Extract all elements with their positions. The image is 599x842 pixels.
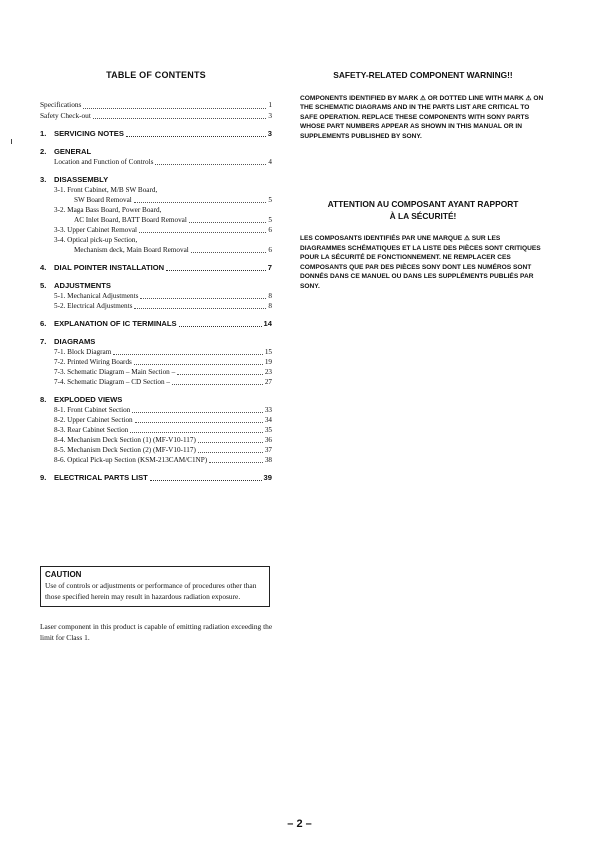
warning-title [300, 199, 546, 222]
toc-section-page: 7 [267, 263, 272, 272]
toc-entry-title: 5-1. Mechanical Adjustments [54, 292, 139, 300]
toc-section-page: 14 [263, 319, 272, 328]
toc-entry-title: Mechanism deck, Main Board Removal [74, 246, 189, 254]
warning-title-line2: À LA SÉCURITÉ! [389, 210, 457, 221]
dot-leader [140, 298, 266, 299]
toc-section-heading [40, 174, 272, 185]
toc-entry [54, 367, 272, 377]
toc-entry-title: 7-1. Block Diagram [54, 348, 112, 356]
toc-entry [54, 235, 272, 245]
toc-entry-page: 15 [264, 348, 272, 356]
toc-section-title: ADJUSTMENTS [54, 281, 111, 290]
dot-leader [134, 364, 263, 365]
toc-section-number: 6. [40, 319, 47, 328]
toc-entry-title: 7-4. Schematic Diagram – CD Section – [54, 378, 170, 386]
caution-text: Use of controls or adjustments or performance of procedures other than those specified herein may result in hazardous radiation exposure. [45, 581, 257, 601]
toc-section [40, 174, 272, 255]
toc-entry [54, 405, 272, 415]
toc-entry-title: 3-1. Front Cabinet, M/B SW Board, [54, 186, 158, 194]
toc-section-title: EXPLANATION OF IC TERMINALS [54, 319, 177, 328]
toc-entry-title: SW Board Removal [74, 196, 132, 204]
dot-leader [172, 384, 263, 385]
laser-note: Laser component in this product is capable of emitting radiation exceeding the limit for Class 1. [40, 622, 273, 642]
toc-entry-title: 8-4. Mechanism Deck Section (1) (MF-V10-117) [54, 436, 196, 444]
toc-entry [54, 195, 272, 205]
toc-entry [40, 111, 272, 122]
toc-entry-page: 8 [268, 292, 272, 300]
safety-warning-french [300, 199, 546, 292]
toc-entry [54, 347, 272, 357]
safety-warning-english [300, 70, 546, 141]
toc-section-title: SERVICING NOTES [54, 129, 124, 138]
toc-subsection-list [40, 405, 272, 465]
toc-section [40, 472, 272, 483]
toc-section [40, 336, 272, 387]
dot-leader [177, 374, 263, 375]
toc-entry-title: AC Inlet Board, BATT Board Removal [74, 216, 187, 224]
toc-section [40, 146, 272, 167]
warning-text: LES COMPOSANTS IDENTIFIÉS PAR UNE MARQUE ⚠ SUR LES DIAGRAMMES SCHÉMATIQUES ET LA LISTE DES PIÈCES SONT CRITIQUES POUR LA SÉCURITÉ DE FONCTIONNEMENT. NE REMPLACER CES COMPOSANTS QUE PAR DES PIÈCES SONY DONT LES NUMÉROS SONT DONNÉS DANS CE MANUEL OU DANS LES SUPPLÉMENTS PUBLIÉS PAR SONY. [300, 235, 541, 290]
toc-section [40, 280, 272, 311]
dot-leader [189, 222, 267, 223]
toc-entry-page: 5 [268, 196, 272, 204]
toc-section-title: ELECTRICAL PARTS LIST [54, 473, 148, 482]
toc-subsection-list [40, 347, 272, 387]
toc-entry-title: 3-2. Maga Bass Board, Power Board, [54, 206, 162, 214]
toc-title: TABLE OF CONTENTS [106, 70, 206, 80]
dot-leader [134, 202, 267, 203]
dot-leader [126, 136, 266, 137]
toc-section-number: 1. [40, 129, 47, 138]
toc-entry [54, 185, 272, 195]
toc-entry-page: 27 [264, 378, 272, 386]
toc-section-heading [40, 280, 272, 291]
toc-entry-page: 35 [264, 426, 272, 434]
toc-entry-title: 7-2. Printed Wiring Boards [54, 358, 132, 366]
table-of-contents [40, 70, 272, 483]
toc-sections [40, 128, 272, 483]
toc-entry-title: 5-2. Electrical Adjustments [54, 302, 133, 310]
toc-section-heading [40, 394, 272, 405]
toc-section-number: 7. [40, 337, 47, 346]
toc-entry [54, 205, 272, 215]
toc-section [40, 318, 272, 329]
dot-leader [132, 412, 263, 413]
toc-section [40, 262, 272, 273]
toc-entry-page: 33 [264, 406, 272, 414]
dot-leader [134, 308, 266, 309]
toc-section [40, 394, 272, 465]
toc-entry-page: 4 [268, 158, 272, 166]
toc-entry-page: 6 [268, 226, 272, 234]
toc-entry [54, 245, 272, 255]
toc-subsection-list [40, 185, 272, 255]
toc-preliminary [40, 100, 272, 121]
toc-entry-page: 37 [264, 446, 272, 454]
dot-leader [198, 442, 263, 443]
toc-entry-title: 8-2. Upper Cabinet Section [54, 416, 133, 424]
toc-entry-page: 5 [268, 216, 272, 224]
toc-section-number: 8. [40, 395, 47, 404]
toc-entry [54, 291, 272, 301]
toc-section-number: 5. [40, 281, 47, 290]
toc-entry [54, 225, 272, 235]
toc-entry [54, 425, 272, 435]
toc-section-heading [40, 262, 272, 273]
toc-entry [54, 157, 272, 167]
toc-entry-page: 36 [264, 436, 272, 444]
toc-section-heading [40, 318, 272, 329]
toc-entry-title: 8-1. Front Cabinet Section [54, 406, 131, 414]
toc-entry-title: 3-4. Optical pick-up Section, [54, 236, 138, 244]
toc-entry-title: Specifications [40, 100, 82, 109]
dot-leader [93, 118, 266, 119]
toc-section [40, 128, 272, 139]
margin-mark [11, 139, 12, 144]
warning-text: COMPONENTS IDENTIFIED BY MARK ⚠ OR DOTTED LINE WITH MARK ⚠ ON THE SCHEMATIC DIAGRAMS AND IN THE PARTS LIST ARE CRITICAL TO SAFE OPERATION. REPLACE THESE COMPONENTS WITH SONY PARTS WHOSE PART NUMBERS APPEAR AS SHOWN IN THIS MANUAL OR IN SUPPLEMENTS PUBLISHED BY SONY. [300, 94, 544, 140]
toc-section-page: 3 [267, 129, 272, 138]
toc-entry-page: 1 [268, 100, 272, 109]
dot-leader [179, 326, 262, 327]
dot-leader [139, 232, 266, 233]
dot-leader [150, 480, 262, 481]
toc-entry-page: 3 [268, 110, 272, 120]
toc-entry-title: 8-6. Optical Pick-up Section (KSM-213CAM/C1NP) [54, 456, 208, 464]
toc-section-heading [40, 146, 272, 157]
toc-entry-page: 23 [264, 368, 272, 376]
toc-entry-page: 6 [268, 246, 272, 254]
toc-entry [54, 455, 272, 465]
caution-title: CAUTION [45, 570, 82, 579]
toc-subsection-list [40, 157, 272, 167]
toc-section-heading [40, 336, 272, 347]
toc-entry [54, 301, 272, 311]
toc-section-number: 2. [40, 147, 47, 156]
toc-section-title: GENERAL [54, 147, 92, 156]
toc-section-title: DISASSEMBLY [54, 175, 109, 184]
dot-leader [113, 354, 263, 355]
toc-section-title: EXPLODED VIEWS [54, 395, 123, 404]
dot-leader [130, 432, 263, 433]
toc-section-number: 4. [40, 263, 47, 272]
caution-box [40, 566, 270, 607]
toc-entry [54, 445, 272, 455]
dot-leader [166, 270, 266, 271]
toc-section-title: DIAGRAMS [54, 337, 96, 346]
toc-entry-title: 7-3. Schematic Diagram – Main Section – [54, 368, 176, 376]
toc-entry-title: 3-3. Upper Cabinet Removal [54, 226, 138, 234]
toc-section-title: DIAL POINTER INSTALLATION [54, 263, 165, 272]
toc-entry-page: 8 [268, 302, 272, 310]
toc-entry [54, 357, 272, 367]
toc-entry [54, 377, 272, 387]
toc-entry-title: 8-5. Mechanism Deck Section (2) (MF-V10-117) [54, 446, 196, 454]
toc-entry-title: Safety Check-out [40, 110, 91, 120]
dot-leader [135, 422, 263, 423]
toc-entry-title: 8-3. Rear Cabinet Section [54, 426, 129, 434]
toc-section-number: 3. [40, 175, 47, 184]
dot-leader [209, 462, 263, 463]
toc-entry-page: 38 [264, 456, 272, 464]
toc-entry [40, 100, 272, 111]
toc-entry-page: 19 [264, 358, 272, 366]
dot-leader [155, 164, 266, 165]
dot-leader [198, 452, 263, 453]
warning-title: SAFETY-RELATED COMPONENT WARNING!! [333, 70, 513, 80]
toc-entry-page: 34 [264, 416, 272, 424]
warning-title-line1: ATTENTION AU COMPOSANT AYANT RAPPORT [327, 199, 519, 209]
dot-leader [191, 252, 267, 253]
toc-entry-title: Location and Function of Controls [54, 158, 154, 166]
toc-subsection-list [40, 291, 272, 311]
toc-entry [54, 215, 272, 225]
toc-entry [54, 435, 272, 445]
toc-section-heading [40, 128, 272, 139]
page-number: – 2 – [287, 818, 312, 830]
toc-section-heading [40, 472, 272, 483]
toc-entry [54, 415, 272, 425]
toc-section-number: 9. [40, 473, 47, 482]
dot-leader [83, 108, 266, 109]
toc-section-page: 39 [263, 473, 272, 482]
